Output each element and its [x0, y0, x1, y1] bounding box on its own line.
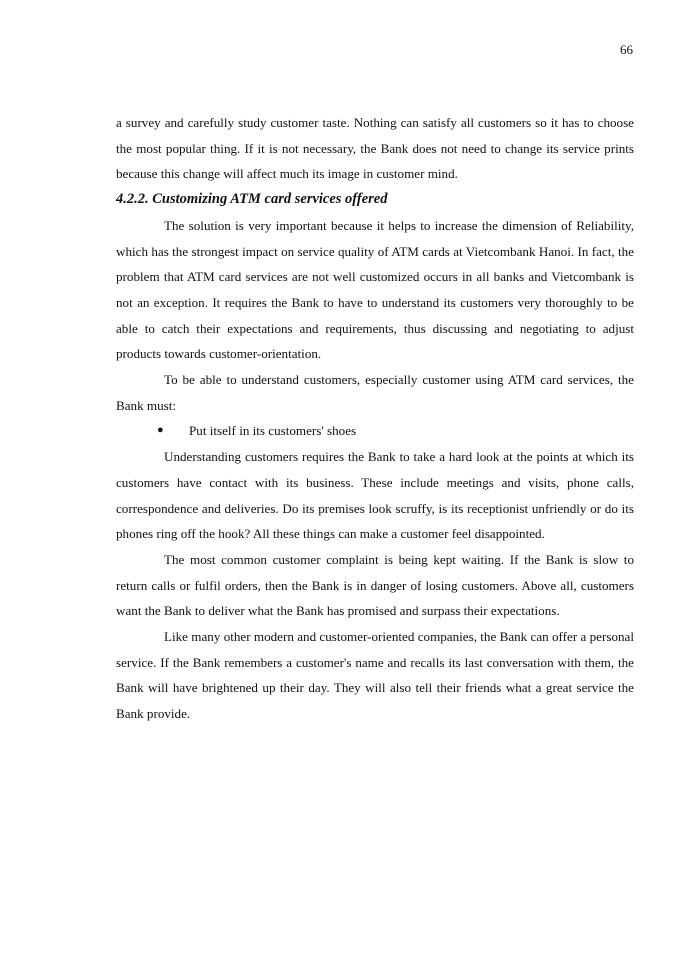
- paragraph-understanding: Understanding customers requires the Bank to take a hard look at the points at which its customers have contact with its business. These include meetings and visits, phone calls, correspondence and deliveries. Do its premises look scruffy, is its receptionist unfriendly or do its phones ring off the hook? All these things can make a customer feel disappointed.: [116, 449, 634, 542]
- paragraph-bank-must: To be able to understand customers, especially customer using ATM card services, the Bank must:: [116, 372, 634, 413]
- paragraph-personal-service: Like many other modern and customer-oriented companies, the Bank can offer a personal service. If the Bank remembers a customer's name and recalls its last conversation with them, the Bank will have brightened up their day. They will also tell their friends what a great service the Bank provide.: [116, 629, 634, 722]
- bullet-text: Put itself in its customers' shoes: [189, 423, 357, 439]
- paragraph-continuation: a survey and carefully study customer taste. Nothing can satisfy all customers so it has to choose the most popular thing. If it is not necessary, the Bank does not need to change its service prints because this change will affect much its image in customer mind.: [116, 115, 634, 182]
- document-body: [116, 110, 634, 727]
- bullet-icon: ●: [157, 424, 164, 437]
- section-heading: 4.2.2. Customizing ATM card services offered: [116, 191, 388, 208]
- paragraph-solution: The solution is very important because it helps to increase the dimension of Reliability, which has the strongest impact on service quality of ATM cards at Vietcombank Hanoi. In fact, the problem that ATM card services are not well customized occurs in all banks and Vietcombank is not an exception. It requires the Bank to have to understand its customers very thoroughly to be able to catch their expectations and requirements, thus discussing and negotiating to adjust products towards customer-orientation.: [116, 217, 634, 362]
- page-number: 66: [620, 42, 633, 57]
- paragraph-complaint: The most common customer complaint is being kept waiting. If the Bank is slow to return calls or fulfil orders, then the Bank is in danger of losing customers. Above all, customers want the Bank to deliver what the Bank has promised and surpass their expectations.: [116, 551, 634, 619]
- bullet-item: [116, 418, 634, 444]
